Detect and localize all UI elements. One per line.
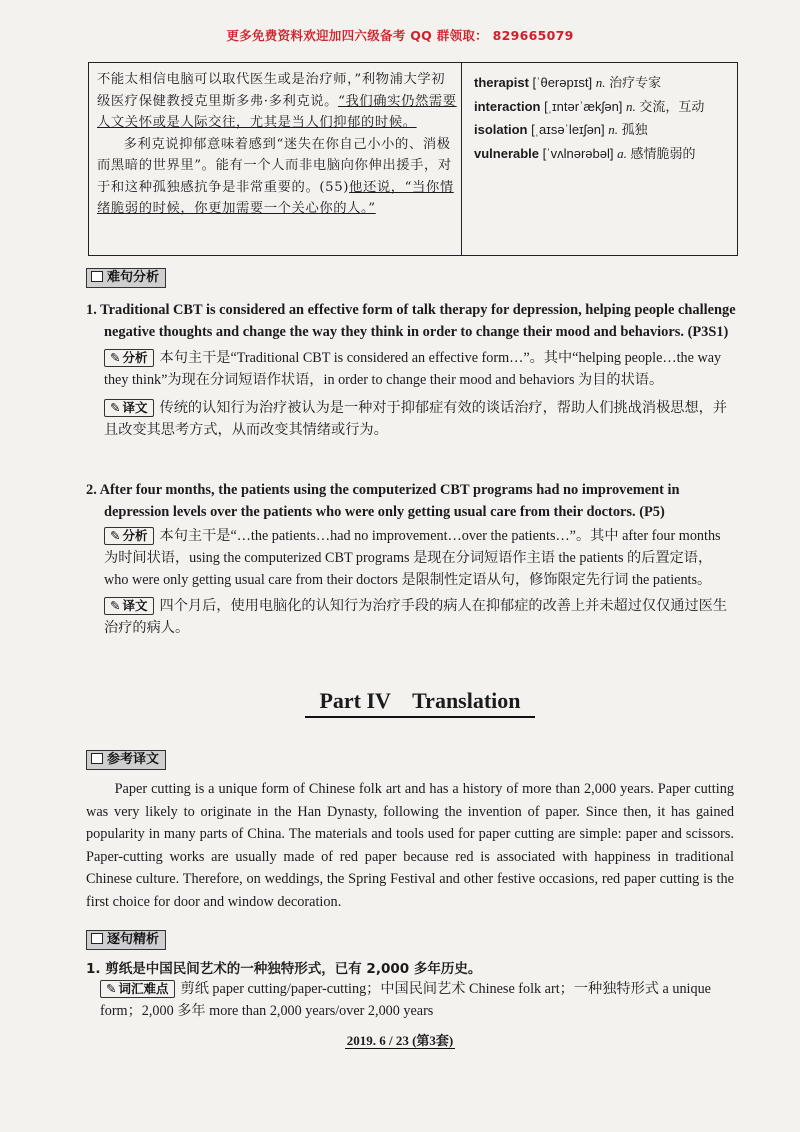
section-icon [91, 933, 103, 944]
reference-translation-text: Paper cutting is a unique form of Chinese folk art and has a history of more than 2,000 years. Paper cutting was very likely to originate in the Han Dynasty, following the invention of paper. Since then, it has gained popularity in many parts of China. The materials and tools used for paper cutting are simple: paper and scissors. Paper-cutting works are usually made of red paper because red is associated with happiness in traditional Chinese culture. Therefore, on weddings, the Spring Festival and other festive occasions, red paper cutting is the first choice for door and window decoration. [86, 781, 734, 910]
pencil-icon: ✎ [110, 350, 121, 365]
pencil-icon: ✎ [110, 598, 121, 613]
table-divider [461, 63, 462, 255]
part-title: Part IV Translation [305, 688, 535, 718]
page-footer: 2019. 6 / 23 (第3套) [346, 1033, 454, 1048]
promo-banner: 更多免费资料欢迎加四六级备考 QQ 群领取： 829665079 [226, 28, 574, 43]
difficult-sentence-2: 2. After four months, the patients using the computerized CBT programs had no improvement in depression levels over the patients who were only getting usual care from their doctors. (P5) ✎ 分析 本句主干是“…the patients…had no improvement…over the patients…”。其中 after four months 为时间状语，using the computerized CBT programs 是现在分词短语作主语 the patients 的后置定语，who were only getting usual care from their doctors 是限制性定语从句，修饰限定先行词 the patients。 ✎ 译文 四个月后，使用电脑化的认知行为治疗手段的病人在抑郁症的改善上并未超过仅仅通过医生治疗的病人。 [86, 480, 736, 639]
section-icon [91, 271, 103, 282]
difficult-sentences-heading: 难句分析 [86, 266, 166, 288]
pencil-icon: ✎ [106, 981, 117, 996]
vocab-item: vulnerable [ˈvʌlnərəbəl] a. 感情脆弱的 [474, 145, 696, 161]
pencil-icon: ✎ [110, 400, 121, 415]
chinese-para-1: 不能太相信电脑可以取代医生或是治疗师，”利物浦大学初级医疗保健教授克里斯多弗·多利克说。“我们确实仍然需要人文关怀或是人际交往，尤其是当人们抑郁的时候。 [97, 72, 457, 130]
section-icon [91, 753, 103, 764]
underlined-quote-1: “我们确实仍然需要人文关怀或是人际交往，尤其是当人们抑郁的时候。 [97, 93, 457, 130]
reference-table [88, 62, 738, 256]
translation-1: ✎ 译文 传统的认知行为治疗被认为是一种对于抑郁症有效的谈话治疗，帮助人们挑战消极思想，并且改变其思考方式，从而改变其情绪或行为。 [104, 400, 728, 438]
analysis-label: ✎ 分析 [104, 349, 154, 367]
pencil-icon: ✎ [110, 528, 121, 543]
vocab-item: therapist [ˈθerəpɪst] n. 治疗专家 [474, 75, 662, 90]
vocabulary-cell [474, 71, 736, 165]
difficult-sentence-1: 1. Traditional CBT is considered an effective form of talk therapy for depression, helping people challenge negative thoughts and change the way they think in order to change their mood and behaviors. (P3S1) ✎ 分析 本句主干是“Traditional CBT is considered an effective form…”。其中“helping people…the way they think”为现在分词短语作状语，in order to change their mood and behaviors 为目的状语。 ✎ 译文 传统的认知行为治疗被认为是一种对于抑郁症有效的谈话治疗，帮助人们挑战消极思想，并且改变其思考方式，从而改变其情绪或行为。 [86, 300, 736, 441]
translation-label: ✎ 译文 [104, 597, 154, 615]
translation-label: ✎ 译文 [104, 399, 154, 417]
analysis-item-1: 1. 剪纸是中国民间艺术的一种独特形式，已有 2,000 多年历史。 [86, 961, 482, 977]
vocab-item: isolation [ˌaɪsəˈleɪʃən] n. 孤独 [474, 122, 648, 137]
analysis-label: ✎ 分析 [104, 527, 154, 545]
translation-2: ✎ 译文 四个月后，使用电脑化的认知行为治疗手段的病人在抑郁症的改善上并未超过仅仅通过医生治疗的病人。 [104, 598, 728, 636]
analysis-1: ✎ 分析 本句主干是“Traditional CBT is considered an effective form…”。其中“helping people…the way they think”为现在分词短语作状语，in order to change their mood and behaviors 为目的状语。 [104, 350, 722, 388]
reference-translation-heading: 参考译文 [86, 748, 166, 770]
vocab-item: interaction [ˌɪntərˈækʃən] n. 交流，互动 [474, 98, 705, 114]
underlined-quote-2: 他还说，“当你情绪脆弱的时候，你更加需要一个关心你的人。” [97, 179, 454, 216]
analysis-2: ✎ 分析 本句主干是“…the patients…had no improvement…over the patients…”。其中 after four months 为时间状语，using the computerized CBT programs 是现在分词短语作主语 the patients 的后置定语，who were only getting usual care from their doctors 是限制性定语从句，修饰限定先行词 the patients。 [104, 528, 721, 588]
vocab-difficulty: ✎ 词汇难点 剪纸 paper cutting/paper-cutting；中国民间艺术 Chinese folk art；一种独特形式 a unique form；2,000 多年 more than 2,000 years/over 2,000 years [100, 981, 711, 1019]
sentence-analysis-heading: 逐句精析 [86, 928, 166, 950]
vocab-difficulty-label: ✎ 词汇难点 [100, 980, 175, 998]
chinese-text-cell [97, 69, 457, 220]
chinese-para-2: 多利克说抑郁意味着感到“迷失在你自己小小的、消极而黑暗的世界里”。能有一个人而非电脑向你伸出援手，对于和这种孤独感抗争是非常重要的。(55)他还说，“当你情绪脆弱的时候，你更加需要一个关心你的人。” [97, 136, 454, 216]
